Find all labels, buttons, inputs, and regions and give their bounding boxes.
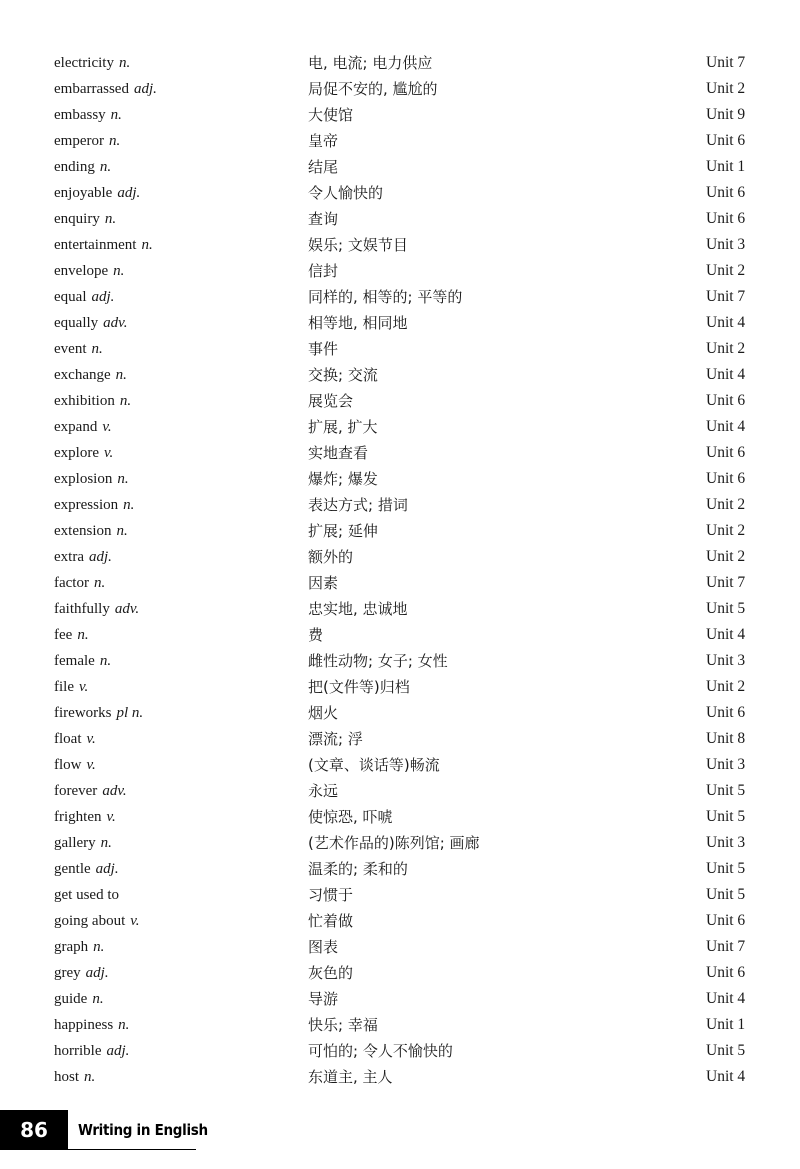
entry-word-cell <box>54 1064 95 1090</box>
glossary-entry <box>0 336 800 362</box>
entry-unit: Unit 6 <box>706 964 746 981</box>
glossary-entry <box>0 388 800 414</box>
entry-word: enquiry <box>54 211 100 227</box>
entry-part-of-speech: n. <box>110 107 122 123</box>
entry-word-cell <box>54 258 124 284</box>
entry-word-cell <box>54 128 120 154</box>
entry-part-of-speech: n. <box>93 575 106 591</box>
entry-unit: Unit 2 <box>706 522 746 539</box>
entry-word-cell <box>54 622 89 648</box>
glossary-entry <box>0 310 800 336</box>
entry-part-of-speech: n. <box>108 133 121 149</box>
entry-word: file <box>54 679 74 695</box>
entry-word-cell <box>54 102 122 128</box>
entry-word: equal <box>54 289 87 305</box>
entry-meaning: 娱乐; 文娱节目 <box>308 236 408 254</box>
entry-meaning: 同样的, 相等的; 平等的 <box>308 288 463 306</box>
entry-unit: Unit 9 <box>706 106 746 123</box>
entry-unit: Unit 2 <box>706 80 746 97</box>
entry-unit: Unit 4 <box>706 418 746 435</box>
entry-word-cell <box>54 674 88 700</box>
glossary-entry <box>0 986 800 1012</box>
glossary-entry <box>0 908 800 934</box>
entry-part-of-speech: v. <box>102 419 112 435</box>
entry-meaning: 信封 <box>308 262 339 280</box>
entry-part-of-speech: n. <box>99 159 112 175</box>
entry-meaning: 相等地, 相同地 <box>308 314 408 332</box>
entry-word-cell <box>54 986 104 1012</box>
entry-word-cell <box>54 1012 129 1038</box>
entry-word: flow <box>54 757 82 773</box>
entry-meaning: 永远 <box>308 782 339 800</box>
glossary-entry <box>0 414 800 440</box>
entry-unit: Unit 5 <box>706 600 746 617</box>
entry-part-of-speech: adv. <box>103 315 128 331</box>
entry-word-cell <box>54 700 143 726</box>
entry-word-cell <box>54 414 112 440</box>
entry-part-of-speech: n. <box>116 523 128 539</box>
glossary-entry <box>0 206 800 232</box>
entry-unit: Unit 4 <box>706 990 746 1007</box>
glossary-entry <box>0 1064 800 1090</box>
entry-meaning: 电, 电流; 电力供应 <box>308 54 433 72</box>
glossary-entry <box>0 752 800 778</box>
entry-unit: Unit 5 <box>706 1042 746 1059</box>
entry-meaning: 东道主, 主人 <box>308 1068 393 1086</box>
entry-word-cell <box>54 154 111 180</box>
entry-meaning: 令人愉快的 <box>308 184 384 202</box>
entry-meaning: 皇帝 <box>308 132 339 150</box>
glossary-entry <box>0 258 800 284</box>
entry-unit: Unit 4 <box>706 626 746 643</box>
entry-meaning: 温柔的; 柔和的 <box>308 860 408 878</box>
entry-unit: Unit 6 <box>706 210 746 227</box>
entry-unit: Unit 6 <box>706 912 746 929</box>
glossary-entry <box>0 50 800 76</box>
book-title: Writing in English <box>78 1121 208 1139</box>
entry-unit: Unit 3 <box>706 834 746 851</box>
entry-word: going about <box>54 913 126 929</box>
entry-word-cell <box>54 284 114 310</box>
entry-unit: Unit 6 <box>706 470 746 487</box>
entry-unit: Unit 5 <box>706 860 746 877</box>
entry-part-of-speech: n. <box>93 939 105 955</box>
entry-part-of-speech: pl n. <box>116 705 144 721</box>
entry-word: frighten <box>54 809 102 825</box>
entry-unit: Unit 2 <box>706 262 746 279</box>
glossary-entry <box>0 180 800 206</box>
glossary-entry <box>0 128 800 154</box>
entry-word: ending <box>54 159 95 175</box>
entry-meaning: 事件 <box>308 340 339 358</box>
entry-word: exchange <box>54 367 111 383</box>
entry-word-cell <box>54 830 112 856</box>
entry-word-cell <box>54 50 130 76</box>
entry-meaning: 使惊恐, 吓唬 <box>308 808 393 826</box>
entry-unit: Unit 6 <box>706 392 746 409</box>
entry-word: gallery <box>54 835 96 851</box>
entry-word: extension <box>54 523 112 539</box>
entry-part-of-speech: n. <box>118 55 131 71</box>
entry-unit: Unit 1 <box>706 158 746 175</box>
entry-word-cell <box>54 492 134 518</box>
entry-meaning: 交换; 交流 <box>308 366 378 384</box>
entry-word: equally <box>54 315 99 331</box>
entry-part-of-speech: n. <box>77 627 89 643</box>
entry-word-cell <box>54 76 157 102</box>
entry-word-cell <box>54 648 111 674</box>
entry-meaning: 漂流; 浮 <box>308 730 363 748</box>
glossary-entry <box>0 856 800 882</box>
glossary-entry <box>0 804 800 830</box>
entry-word-cell <box>54 960 109 986</box>
entry-meaning: 雌性动物; 女子; 女性 <box>308 652 448 670</box>
entry-unit: Unit 5 <box>706 808 746 825</box>
entry-word-cell <box>54 206 116 232</box>
entry-part-of-speech: v. <box>103 445 114 461</box>
entry-word: faithfully <box>54 601 110 617</box>
glossary-entry <box>0 648 800 674</box>
entry-word-cell <box>54 856 119 882</box>
entry-part-of-speech: adj. <box>88 549 112 565</box>
entry-part-of-speech: adj. <box>117 185 141 201</box>
glossary-entry <box>0 700 800 726</box>
entry-word-cell <box>54 388 131 414</box>
glossary-entry <box>0 102 800 128</box>
entry-part-of-speech: n. <box>84 1069 96 1085</box>
entry-word: grey <box>54 965 81 981</box>
entry-part-of-speech: n. <box>99 653 112 669</box>
entry-meaning: 展览会 <box>308 392 354 410</box>
entry-unit: Unit 2 <box>706 340 746 357</box>
entry-word-cell <box>54 882 119 908</box>
entry-part-of-speech: adv. <box>114 601 140 617</box>
entry-meaning: 扩展; 延伸 <box>308 522 378 540</box>
entry-part-of-speech: v. <box>106 809 116 825</box>
entry-part-of-speech: adv. <box>102 783 127 799</box>
entry-word-cell <box>54 570 105 596</box>
entry-word: float <box>54 731 82 747</box>
entry-meaning: 导游 <box>308 990 339 1008</box>
entry-part-of-speech: adj. <box>91 289 115 305</box>
entry-unit: Unit 3 <box>706 652 746 669</box>
glossary-entry <box>0 726 800 752</box>
entry-word: explosion <box>54 471 113 487</box>
entry-meaning: 实地查看 <box>308 444 369 462</box>
entry-word: guide <box>54 991 88 1007</box>
entry-word: exhibition <box>54 393 115 409</box>
entry-part-of-speech: v. <box>86 757 96 773</box>
entry-word-cell <box>54 336 103 362</box>
entry-part-of-speech: n. <box>117 471 129 487</box>
entry-word-cell <box>54 440 113 466</box>
glossary-entry <box>0 362 800 388</box>
glossary-entry <box>0 466 800 492</box>
entry-part-of-speech: v. <box>130 913 140 929</box>
entry-word: gentle <box>54 861 91 877</box>
glossary-entry <box>0 284 800 310</box>
glossary-entry <box>0 76 800 102</box>
entry-word: happiness <box>54 1017 114 1033</box>
entry-part-of-speech: n. <box>104 211 117 227</box>
entry-part-of-speech: n. <box>141 237 153 253</box>
glossary-entry <box>0 882 800 908</box>
entry-meaning: (文章、谈话等)畅流 <box>308 756 440 774</box>
entry-unit: Unit 2 <box>706 496 746 513</box>
entry-word: event <box>54 341 87 357</box>
entry-unit: Unit 6 <box>706 444 746 461</box>
entry-part-of-speech: adj. <box>106 1043 130 1059</box>
entry-part-of-speech: n. <box>92 991 104 1007</box>
entry-meaning: 快乐; 幸福 <box>308 1016 378 1034</box>
entry-meaning: 因素 <box>308 574 339 592</box>
entry-unit: Unit 5 <box>706 886 746 903</box>
entry-meaning: 局促不安的, 尴尬的 <box>308 80 438 98</box>
entry-word: horrible <box>54 1043 102 1059</box>
entry-meaning: 额外的 <box>308 548 354 566</box>
entry-word: graph <box>54 939 89 955</box>
entry-meaning: 忠实地, 忠诚地 <box>308 600 408 618</box>
entry-unit: Unit 3 <box>706 236 746 253</box>
entry-part-of-speech: v. <box>86 731 96 747</box>
glossary-entry <box>0 154 800 180</box>
entry-word: emperor <box>54 133 104 149</box>
entry-part-of-speech: n. <box>123 497 135 513</box>
entry-word-cell <box>54 752 96 778</box>
entry-meaning: 习惯于 <box>308 886 354 904</box>
entry-meaning: 表达方式; 措词 <box>308 496 408 514</box>
glossary-entry <box>0 934 800 960</box>
entry-meaning: 查询 <box>308 210 339 228</box>
entry-unit: Unit 4 <box>706 314 746 331</box>
entry-part-of-speech: n. <box>113 263 125 279</box>
entry-meaning: 结尾 <box>308 158 339 176</box>
entry-part-of-speech: n. <box>119 393 132 409</box>
entry-unit: Unit 8 <box>706 730 746 747</box>
entry-unit: Unit 6 <box>706 132 746 149</box>
glossary-entry <box>0 544 800 570</box>
entry-word-cell <box>54 934 104 960</box>
entry-unit: Unit 2 <box>706 548 746 565</box>
glossary-entry <box>0 830 800 856</box>
entry-meaning: 费 <box>308 626 324 644</box>
entry-meaning: 忙着做 <box>308 912 354 930</box>
entry-word: forever <box>54 783 98 799</box>
glossary-entry <box>0 1038 800 1064</box>
entry-word-cell <box>54 544 112 570</box>
entry-word-cell <box>54 180 140 206</box>
entry-part-of-speech: adj. <box>133 81 157 97</box>
entry-word: embassy <box>54 107 106 123</box>
entry-meaning: (艺术作品的)陈列馆; 画廊 <box>308 834 480 852</box>
entry-part-of-speech: v. <box>79 679 89 695</box>
entry-word-cell <box>54 1038 129 1064</box>
entry-word: enjoyable <box>54 185 113 201</box>
entry-word: entertainment <box>54 237 137 253</box>
entry-word: expression <box>54 497 119 513</box>
entry-meaning: 灰色的 <box>308 964 354 982</box>
entry-word: fireworks <box>54 705 112 721</box>
glossary-entry <box>0 674 800 700</box>
entry-unit: Unit 6 <box>706 184 746 201</box>
entry-unit: Unit 7 <box>706 574 746 591</box>
entry-word-cell <box>54 232 153 258</box>
entry-word-cell <box>54 596 139 622</box>
entry-word-cell <box>54 362 127 388</box>
entry-meaning: 大使馆 <box>308 106 354 124</box>
entry-meaning: 烟火 <box>308 704 339 722</box>
glossary-entry <box>0 232 800 258</box>
entry-unit: Unit 4 <box>706 1068 746 1085</box>
glossary-entry <box>0 518 800 544</box>
entry-part-of-speech: adj. <box>95 861 119 877</box>
entry-meaning: 爆炸; 爆发 <box>308 470 378 488</box>
entry-word: female <box>54 653 95 669</box>
entry-word: embarrassed <box>54 81 129 97</box>
entry-unit: Unit 7 <box>706 54 746 71</box>
entry-unit: Unit 6 <box>706 704 746 721</box>
entry-part-of-speech: n. <box>100 835 112 851</box>
entry-part-of-speech: adj. <box>85 965 109 981</box>
entry-word: get used to <box>54 887 119 903</box>
entry-meaning: 把(文件等)归档 <box>308 678 410 696</box>
entry-word-cell <box>54 726 96 752</box>
entry-unit: Unit 5 <box>706 782 746 799</box>
glossary-entry <box>0 778 800 804</box>
entry-word-cell <box>54 778 127 804</box>
glossary-entry <box>0 622 800 648</box>
entry-meaning: 扩展, 扩大 <box>308 418 378 436</box>
entry-unit: Unit 7 <box>706 288 746 305</box>
page-number: 86 <box>0 1110 68 1150</box>
entry-word: factor <box>54 575 89 591</box>
entry-word: expand <box>54 419 98 435</box>
entry-word-cell <box>54 518 128 544</box>
page-footer <box>0 1110 208 1150</box>
entry-unit: Unit 4 <box>706 366 746 383</box>
glossary-entry <box>0 492 800 518</box>
entry-word-cell <box>54 804 116 830</box>
entry-unit: Unit 1 <box>706 1016 746 1033</box>
entry-part-of-speech: n. <box>115 367 127 383</box>
glossary-entry <box>0 596 800 622</box>
entry-word: extra <box>54 549 84 565</box>
entry-word-cell <box>54 466 129 492</box>
glossary-entry <box>0 440 800 466</box>
glossary-entry <box>0 960 800 986</box>
entry-word: fee <box>54 627 73 643</box>
entry-unit: Unit 3 <box>706 756 746 773</box>
glossary-entry <box>0 570 800 596</box>
entry-meaning: 图表 <box>308 938 339 956</box>
glossary-entry <box>0 1012 800 1038</box>
entry-word-cell <box>54 908 140 934</box>
glossary-list <box>0 50 800 1090</box>
entry-unit: Unit 2 <box>706 678 746 695</box>
footer-rule <box>68 1149 196 1150</box>
entry-word: host <box>54 1069 80 1085</box>
entry-meaning: 可怕的; 令人不愉快的 <box>308 1042 453 1060</box>
entry-part-of-speech: n. <box>118 1017 130 1033</box>
entry-word: explore <box>54 445 99 461</box>
entry-word: envelope <box>54 263 109 279</box>
entry-unit: Unit 7 <box>706 938 746 955</box>
entry-word-cell <box>54 310 127 336</box>
entry-word: electricity <box>54 55 114 71</box>
entry-part-of-speech: n. <box>91 341 103 357</box>
